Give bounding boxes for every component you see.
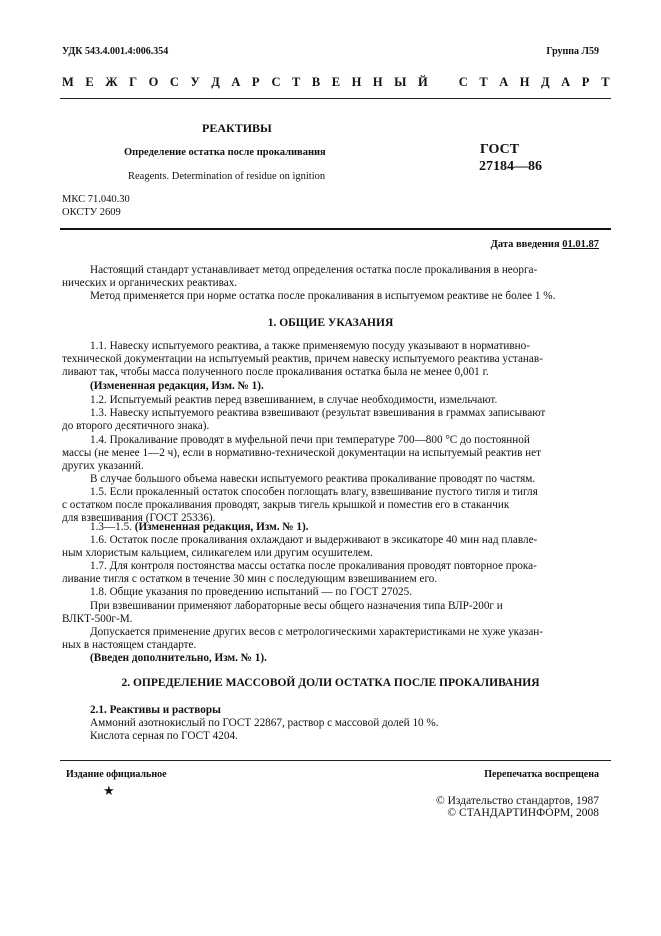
- s1-line-20: 1.8. Общие указания по проведению испытаний — по ГОСТ 27025.: [90, 586, 413, 598]
- banner-letter: Д: [541, 75, 550, 89]
- banner-letter: Ж: [105, 75, 118, 89]
- s1-line-03: ливают так, чтобы масса полученного после прокаливания остатка была не менее 0,001 г.: [62, 366, 489, 378]
- s1-line-15: [62, 521, 598, 534]
- s1-line-14: для взвешивания (ГОСТ 25336).: [62, 512, 216, 524]
- s2-subheading: 2.1. Реактивы и растворы: [90, 704, 221, 716]
- footer-rule: [60, 760, 611, 761]
- banner-letter: Р: [581, 75, 590, 89]
- banner-letter: С: [271, 75, 281, 89]
- effective-date: [491, 239, 599, 250]
- s1-amendment-1: (Измененная редакция, Изм. № 1).: [90, 380, 264, 392]
- banner-letter: С: [458, 75, 468, 89]
- star-icon: ★: [103, 783, 115, 798]
- copyright-1987: © Издательство стандартов, 1987: [435, 795, 599, 807]
- effective-date-label: Дата введения: [490, 239, 560, 250]
- banner-letter: Ы: [394, 75, 407, 89]
- subtitle-en: Reagents. Determination of residue on ignition: [128, 171, 326, 182]
- s1-line-08: 1.4. Прокаливание проводят в муфельной печи при температуре 700—800 °С до постоянной: [90, 434, 530, 446]
- copyright-2008: © СТАНДАРТИНФОРМ, 2008: [447, 807, 599, 819]
- s1-line-05: 1.2. Испытуемый реактив перед взвешиванием, в случае необходимости, измельчают.: [90, 394, 498, 406]
- s1-line-06: 1.3. Навеску испытуемого реактива взвешивают (результат взвешивания в граммах записывают: [90, 407, 546, 419]
- s1-line-01: 1.1. Навеску испытуемого реактива, а также применяемую посуду указывают в нормативно-: [90, 340, 530, 352]
- s1-line-07: до второго десятичного знака).: [62, 420, 210, 432]
- s1-amendment-3: (Введен дополнительно, Изм. № 1).: [90, 652, 267, 664]
- banner-letter: А: [499, 75, 509, 89]
- reprint-prohibited: Перепечатка воспрещена: [484, 769, 599, 780]
- banner-letter: Е: [85, 75, 94, 89]
- s1-line-23: Допускается применение других весов с метрологическими характеристиками не хуже указан-: [90, 626, 544, 638]
- banner-letter: Т: [292, 75, 301, 89]
- s1-line-09: массы (не менее 1—2 ч), если в нормативно-технической документации на испытуемый реактив нет: [62, 447, 542, 459]
- s1-line-18: 1.7. Для контроля постоянства массы остатка после прокаливания проводят повторное прока-: [90, 560, 537, 572]
- banner-letter: Т: [479, 75, 488, 89]
- s2-line-1: Аммоний азотнокислый по ГОСТ 22867, раствор с массовой долей 10 %.: [90, 717, 439, 729]
- s1-line-10: других указаний.: [62, 460, 144, 472]
- s1-line-12: 1.5. Если прокаленный остаток способен поглощать влагу, взвешивание пустого тигля и тигля: [90, 486, 538, 498]
- s1-line-22: ВЛКТ-500г-М.: [62, 613, 133, 625]
- intro-line-3: Метод применяется при норме остатка после прокаливания в испытуемом реактиве не более 1 %.: [90, 290, 556, 302]
- s1-line-02: технической документации на испытуемый реактив, причем навеску испытуемого реактива устанав-: [62, 353, 543, 365]
- okstu-code: ОКСТУ 2609: [62, 207, 121, 218]
- banner-letter: Н: [351, 75, 362, 89]
- section-2-heading: 2. ОПРЕДЕЛЕНИЕ МАССОВОЙ ДОЛИ ОСТАТКА ПОСЛЕ ПРОКАЛИВАНИЯ: [121, 677, 540, 689]
- s2-line-2: Кислота серная по ГОСТ 4204.: [90, 730, 238, 742]
- effective-date-value: 01.01.87: [562, 239, 599, 250]
- subtitle-ru: Определение остатка после прокаливания: [124, 147, 326, 158]
- s1-amendment-2: (Измененная редакция, Изм. № 1).: [134, 521, 309, 533]
- banner-letter: Н: [519, 75, 530, 89]
- udk-code: УДК 543.4.001.4:006.354: [62, 46, 169, 57]
- banner-letter: А: [561, 75, 571, 89]
- banner-letter: О: [148, 75, 159, 89]
- banner-letter: Г: [129, 75, 138, 89]
- banner-letter: Е: [331, 75, 341, 89]
- banner-letter: Т: [601, 75, 610, 89]
- s1-line-11: В случае большого объема навески испытуемого реактива прокаливание проводят по частям.: [90, 473, 536, 485]
- s1-line-13: с остатком после прокаливания проводят, закрыв тигель крышкой и поместив его в стаканчик: [62, 499, 510, 511]
- s1-line-15-range: 1.3—1.5.: [90, 521, 135, 533]
- banner-letter: Й: [417, 75, 428, 89]
- s1-line-19: ливание тигля с остатком в течение 30 мин с последующим взвешиванием его.: [62, 573, 438, 585]
- banner-letter: У: [190, 75, 200, 89]
- official-edition: Издание официальное: [66, 769, 167, 780]
- banner-letter: М: [62, 75, 74, 89]
- s1-line-21: При взвешивании применяют лабораторные весы общего назначения типа ВЛР-200г и: [90, 600, 503, 612]
- s1-line-24: ных в настоящем стандарте.: [62, 639, 197, 651]
- banner-rule: [60, 98, 611, 99]
- banner-letter: [439, 75, 447, 90]
- banner-letter: С: [169, 75, 179, 89]
- mks-code: МКС 71.040.30: [62, 194, 130, 205]
- gost-label: ГОСТ: [480, 142, 520, 157]
- document-title: РЕАКТИВЫ: [202, 121, 272, 135]
- banner-letter: А: [231, 75, 241, 89]
- banner-letter: Д: [211, 75, 220, 89]
- intro-line-1: Настоящий стандарт устанавливает метод определения остатка после прокаливания в неорга-: [90, 264, 538, 276]
- intro-line-2: нических и органических реактивах.: [62, 277, 238, 289]
- banner-letter: Н: [372, 75, 383, 89]
- interstate-standard-banner: [62, 75, 610, 90]
- group-code: Группа Л59: [546, 46, 599, 57]
- s1-line-16: 1.6. Остаток после прокаливания охлаждают и выдерживают в эксикаторе 40 мин над плавле-: [90, 534, 538, 546]
- s1-line-17: ным хлористым кальцием, силикагелем или другим осушителем.: [62, 547, 373, 559]
- section-1-heading: 1. ОБЩИЕ УКАЗАНИЯ: [267, 317, 394, 329]
- banner-letter: В: [311, 75, 321, 89]
- gost-number: 27184—86: [479, 159, 542, 174]
- title-rule: [60, 228, 611, 230]
- banner-letter: Р: [251, 75, 260, 89]
